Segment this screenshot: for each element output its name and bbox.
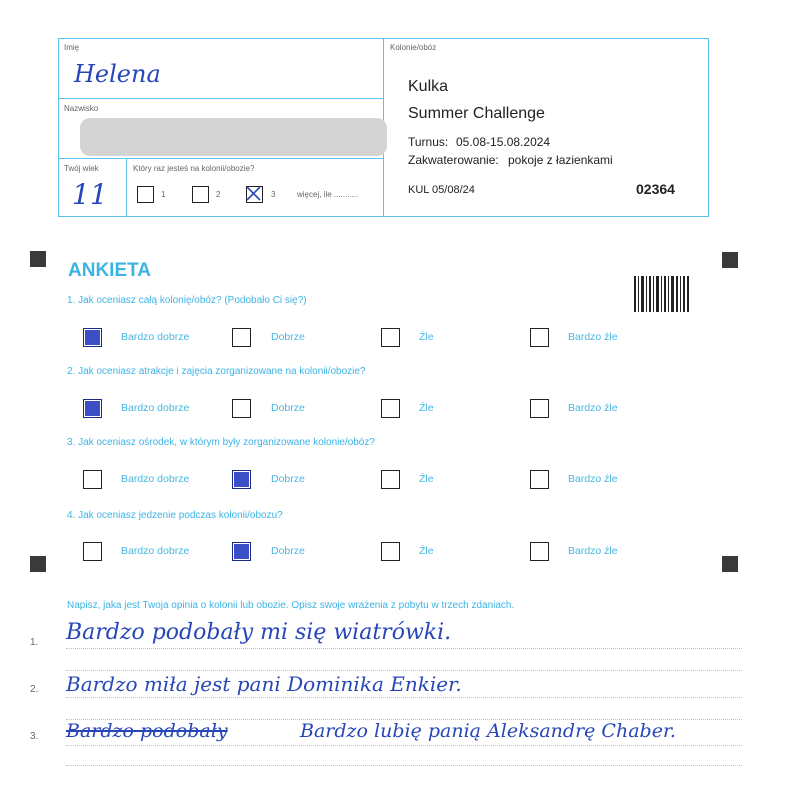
question-3-text: 3. Jak oceniasz ośrodek, w którym były zorganizowane kolonie/obóz? xyxy=(67,437,375,448)
opinion-line-2: Bardzo miła jest pani Dominika Enkier. xyxy=(66,672,462,696)
registration-mark-bottom-right xyxy=(722,556,738,572)
times-option-1: 1 xyxy=(161,190,166,199)
opinion-line-number-3: 3. xyxy=(30,731,39,742)
question-2-option-1-label: Bardzo dobrze xyxy=(121,402,190,414)
times-checkbox-3[interactable] xyxy=(246,186,263,203)
times-checkbox-2[interactable] xyxy=(192,186,209,203)
surname-label: Nazwisko xyxy=(64,104,99,113)
registration-mark-top-left xyxy=(30,251,46,267)
turnus-value: 05.08-15.08.2024 xyxy=(456,135,551,149)
registration-mark-bottom-left xyxy=(30,556,46,572)
opinion-line-3-struck: Bardzo podobały xyxy=(66,720,228,742)
opinion-line-3: Bardzo lubię panią Aleksandrę Chaber. xyxy=(300,720,676,742)
times-option-more: więcej, ile ........... xyxy=(297,190,359,199)
name-value: Helena xyxy=(74,60,161,88)
form-number: 02364 xyxy=(636,181,675,197)
question-1-text: 1. Jak oceniasz całą kolonię/obóz? (Podobało Ci się?) xyxy=(67,295,307,306)
age-value: 11 xyxy=(72,178,108,211)
question-1-option-1-checkbox[interactable] xyxy=(83,328,102,347)
surname-redaction xyxy=(80,118,387,156)
opinion-line-2-rule xyxy=(66,697,742,698)
question-3-option-1-label: Bardzo dobrze xyxy=(121,473,190,485)
camp-label: Kolonie/obóz xyxy=(390,43,437,52)
question-3-option-2-checkbox[interactable] xyxy=(232,470,251,489)
question-4-option-1-checkbox[interactable] xyxy=(83,542,102,561)
camp-name: Kulka xyxy=(408,78,449,95)
question-1-option-2-checkbox[interactable] xyxy=(232,328,251,347)
header-vline-age xyxy=(126,158,127,217)
question-2-option-4-checkbox[interactable] xyxy=(530,399,549,418)
question-3-option-3-label: Źle xyxy=(419,473,434,485)
opinion-line-number-1: 1. xyxy=(30,637,39,648)
times-option-3: 3 xyxy=(271,190,276,199)
cross-mark-icon xyxy=(245,185,262,202)
turnus-label: Turnus: xyxy=(408,135,449,149)
times-checkbox-1[interactable] xyxy=(137,186,154,203)
times-option-2: 2 xyxy=(216,190,221,199)
housing-value: pokoje z łazienkami xyxy=(508,153,613,167)
question-1-option-1-label: Bardzo dobrze xyxy=(121,331,190,343)
question-4-option-2-label: Dobrze xyxy=(271,545,305,557)
survey-title: ANKIETA xyxy=(68,260,152,281)
question-1-option-3-checkbox[interactable] xyxy=(381,328,400,347)
question-4-option-2-checkbox[interactable] xyxy=(232,542,251,561)
question-2-option-2-label: Dobrze xyxy=(271,402,305,414)
question-3-option-1-checkbox[interactable] xyxy=(83,470,102,489)
question-4-option-3-checkbox[interactable] xyxy=(381,542,400,561)
question-2-option-3-label: Źle xyxy=(419,402,434,414)
opinion-line-1b-rule xyxy=(66,670,742,671)
barcode-icon xyxy=(634,276,690,312)
question-2-option-1-checkbox[interactable] xyxy=(83,399,102,418)
camp-program: Summer Challenge xyxy=(408,105,545,122)
registration-mark-top-right xyxy=(722,252,738,268)
times-label: Który raz jesteś na kolonii/obozie? xyxy=(133,164,255,173)
header-hline-1 xyxy=(58,98,384,99)
question-4-option-3-label: Źle xyxy=(419,545,434,557)
question-4-option-4-label: Bardzo źle xyxy=(568,545,618,557)
opinion-line-number-2: 2. xyxy=(30,684,39,695)
age-label: Twój wiek xyxy=(64,164,99,173)
housing-label: Zakwaterowanie: xyxy=(408,153,499,167)
question-3-option-4-label: Bardzo źle xyxy=(568,473,618,485)
question-2-option-2-checkbox[interactable] xyxy=(232,399,251,418)
opinion-instruction: Napisz, jaka jest Twoja opinia o kolonii lub obozie. Opisz swoje wrażenia z pobytu w trzech zdaniach. xyxy=(67,600,515,611)
question-3-option-4-checkbox[interactable] xyxy=(530,470,549,489)
opinion-line-3b-rule xyxy=(66,765,742,766)
question-3-option-3-checkbox[interactable] xyxy=(381,470,400,489)
question-1-option-4-checkbox[interactable] xyxy=(530,328,549,347)
question-3-option-2-label: Dobrze xyxy=(271,473,305,485)
question-2-text: 2. Jak oceniasz atrakcje i zajęcia zorganizowane na kolonii/obozie? xyxy=(67,366,366,377)
header-hline-2 xyxy=(58,158,384,159)
question-4-option-4-checkbox[interactable] xyxy=(530,542,549,561)
question-4-option-1-label: Bardzo dobrze xyxy=(121,545,190,557)
opinion-line-1: Bardzo podobały mi się wiatrówki. xyxy=(66,620,452,645)
question-1-option-2-label: Dobrze xyxy=(271,331,305,343)
question-2-option-4-label: Bardzo źle xyxy=(568,402,618,414)
question-1-option-3-label: Źle xyxy=(419,331,434,343)
question-1-option-4-label: Bardzo źle xyxy=(568,331,618,343)
question-2-option-3-checkbox[interactable] xyxy=(381,399,400,418)
question-4-text: 4. Jak oceniasz jedzenie podczas kolonii/obozu? xyxy=(67,510,283,521)
opinion-line-1-rule xyxy=(66,648,742,649)
name-label: Imię xyxy=(64,43,80,52)
camp-code: KUL 05/08/24 xyxy=(408,184,475,196)
opinion-line-3-rule xyxy=(66,745,742,746)
